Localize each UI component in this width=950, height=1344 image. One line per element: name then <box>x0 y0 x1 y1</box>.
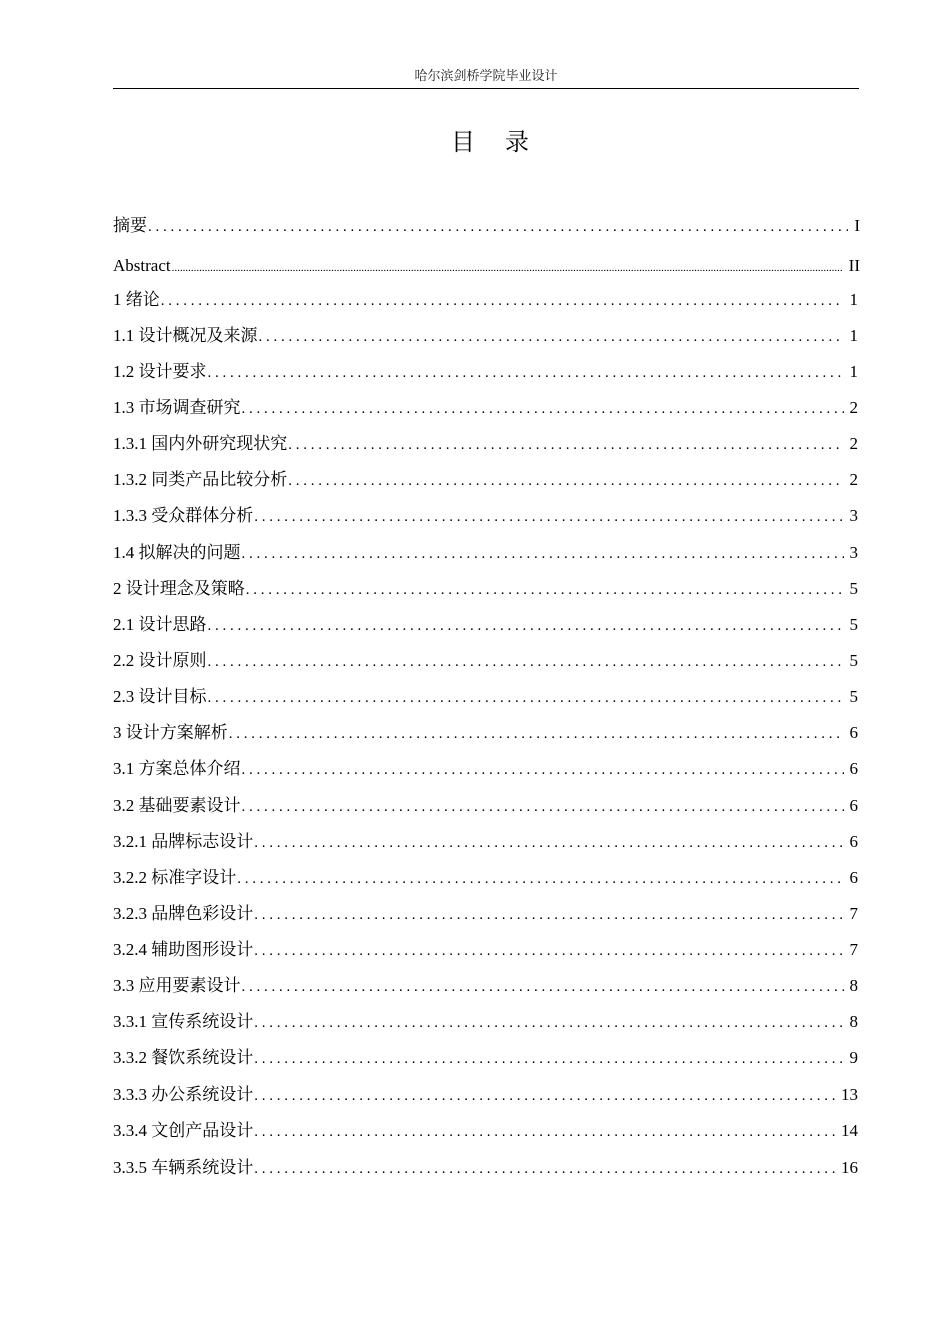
toc-leader-dots <box>237 868 843 890</box>
toc-leader-dots <box>229 723 844 745</box>
toc-entry-label: 3.3.2 餐饮系统设计 <box>113 1048 254 1067</box>
toc-entry-label: 2.2 设计原则 <box>113 651 207 670</box>
toc-leader-dots <box>254 904 843 926</box>
toc-entry-page: 7 <box>849 904 858 923</box>
toc-entry-label: 1.4 拟解决的问题 <box>113 543 241 562</box>
toc-leader-dots <box>208 362 844 384</box>
toc-entry-label: 3.1 方案总体介绍 <box>113 759 241 778</box>
toc-leader-dots <box>288 470 843 492</box>
toc-leader-dots <box>254 1158 835 1180</box>
toc-entry[interactable] <box>113 1084 858 1107</box>
toc-leader-dots <box>242 759 844 781</box>
toc-entry-page: 6 <box>849 868 858 887</box>
toc-entry-label: 3.2 基础要素设计 <box>113 796 241 815</box>
toc-entry-label: 3.3.4 文创产品设计 <box>113 1121 254 1140</box>
toc-entry[interactable] <box>113 939 858 962</box>
toc-entry[interactable] <box>113 433 858 456</box>
toc-entry[interactable] <box>113 758 858 781</box>
toc-entry[interactable] <box>113 469 858 492</box>
toc-entry[interactable] <box>113 361 858 384</box>
toc-leader-dots <box>254 506 843 528</box>
toc-entry[interactable] <box>113 397 858 420</box>
toc-entry-label: 3.2.2 标准字设计 <box>113 868 237 887</box>
toc-entry[interactable] <box>113 686 858 709</box>
toc-entry[interactable] <box>113 975 858 998</box>
toc-entry-page: 6 <box>849 759 858 778</box>
toc-entry-label: 3.2.3 品牌色彩设计 <box>113 904 254 923</box>
toc-entry-label: 1.3.1 国内外研究现状究 <box>113 434 288 453</box>
toc-leader-dots <box>242 398 844 420</box>
toc-entry-label: 2 设计理念及策略 <box>113 579 245 598</box>
toc-leader-dots <box>254 1048 843 1070</box>
toc-entry-label: 3.3.1 宣传系统设计 <box>113 1012 254 1031</box>
toc-entry-label: 3.2.1 品牌标志设计 <box>113 832 254 851</box>
toc-leader-dots <box>208 615 844 637</box>
toc-entry-label: 1.3.2 同类产品比较分析 <box>113 470 288 489</box>
toc-entry-page: 2 <box>849 398 858 417</box>
toc-entry-page: 1 <box>849 290 858 309</box>
toc-entry-label: 1.3 市场调查研究 <box>113 398 241 417</box>
toc-leader-dots <box>254 940 843 962</box>
toc-leader-dots <box>208 651 844 673</box>
toc-entry[interactable] <box>113 1120 858 1143</box>
toc-entry-label: 3.2.4 辅助图形设计 <box>113 940 254 959</box>
toc-entry-page: 9 <box>849 1048 858 1067</box>
toc-leader-dots <box>254 1012 843 1034</box>
toc-entry-page: 5 <box>849 579 858 598</box>
table-of-contents <box>113 0 860 1344</box>
toc-entry-label: 3.3.3 办公系统设计 <box>113 1085 254 1104</box>
toc-leader-dots <box>161 290 844 312</box>
toc-entry[interactable] <box>113 255 860 279</box>
toc-leader-dots <box>254 832 843 854</box>
toc-entry[interactable] <box>113 903 858 926</box>
toc-leader-dots <box>254 1085 835 1107</box>
toc-leader-dots <box>246 579 844 601</box>
toc-entry-label: 2.1 设计思路 <box>113 615 207 634</box>
toc-entry-page: 8 <box>849 976 858 995</box>
toc-entry[interactable] <box>113 289 858 312</box>
toc-entry-page: 6 <box>849 723 858 742</box>
toc-entry-label: 1.3.3 受众群体分析 <box>113 506 254 525</box>
toc-leader-dots <box>259 326 844 348</box>
header-text: 哈尔滨剑桥学院毕业设计 <box>414 68 558 83</box>
toc-entry-page: 8 <box>849 1012 858 1031</box>
toc-leader-dots <box>242 976 844 998</box>
title-char-left: 目 <box>451 128 477 156</box>
toc-leader-dots <box>254 1121 835 1143</box>
toc-leader-dots <box>288 434 843 456</box>
toc-entry-page: 2 <box>849 470 858 489</box>
toc-entry-page: II <box>848 256 860 275</box>
title-char-right: 录 <box>505 128 531 156</box>
toc-entry-label: 摘要 <box>113 216 147 235</box>
toc-entry[interactable] <box>113 215 860 238</box>
toc-entry-label: 2.3 设计目标 <box>113 687 207 706</box>
toc-entry-page: 14 <box>841 1121 858 1140</box>
toc-entry-label: 3 设计方案解析 <box>113 723 228 742</box>
toc-leader-dots <box>208 687 844 709</box>
toc-entry[interactable] <box>113 650 858 673</box>
toc-entry-page: 16 <box>841 1158 858 1177</box>
toc-entry-label: Abstract <box>113 256 171 275</box>
toc-entry-label: 3.3 应用要素设计 <box>113 976 241 995</box>
toc-entry[interactable] <box>113 1157 858 1180</box>
toc-entry[interactable] <box>113 831 858 854</box>
toc-entry-label: 1.1 设计概况及来源 <box>113 326 258 345</box>
toc-entry-page: 3 <box>849 506 858 525</box>
toc-entry-page: 5 <box>849 615 858 634</box>
toc-entry[interactable] <box>113 325 858 348</box>
toc-entry[interactable] <box>113 867 858 890</box>
toc-leader-dots <box>172 256 843 279</box>
toc-entry[interactable] <box>113 1047 858 1070</box>
toc-entry[interactable] <box>113 505 858 528</box>
toc-entry-label: 1.2 设计要求 <box>113 362 207 381</box>
toc-entry-page: 7 <box>849 940 858 959</box>
toc-leader-dots <box>242 796 844 818</box>
toc-leader-dots <box>242 543 844 565</box>
toc-entry-page: 2 <box>849 434 858 453</box>
toc-entry-page: 5 <box>849 651 858 670</box>
toc-entry[interactable] <box>113 1011 858 1034</box>
toc-entry-page: 1 <box>849 326 858 345</box>
toc-entry[interactable] <box>113 795 858 818</box>
toc-entry[interactable] <box>113 542 858 565</box>
toc-entry[interactable] <box>113 722 858 745</box>
toc-entry-page: 13 <box>841 1085 858 1104</box>
toc-entry-page: 6 <box>849 796 858 815</box>
toc-entry[interactable] <box>113 614 858 637</box>
toc-entry-page: I <box>854 216 860 235</box>
toc-entry-page: 3 <box>849 543 858 562</box>
toc-entry-page: 5 <box>849 687 858 706</box>
toc-entry-label: 1 绪论 <box>113 290 160 309</box>
toc-entry-page: 6 <box>849 832 858 851</box>
toc-entry-label: 3.3.5 车辆系统设计 <box>113 1158 254 1177</box>
toc-leader-dots <box>148 216 848 238</box>
toc-entry-page: 1 <box>849 362 858 381</box>
toc-entry[interactable] <box>113 578 858 601</box>
